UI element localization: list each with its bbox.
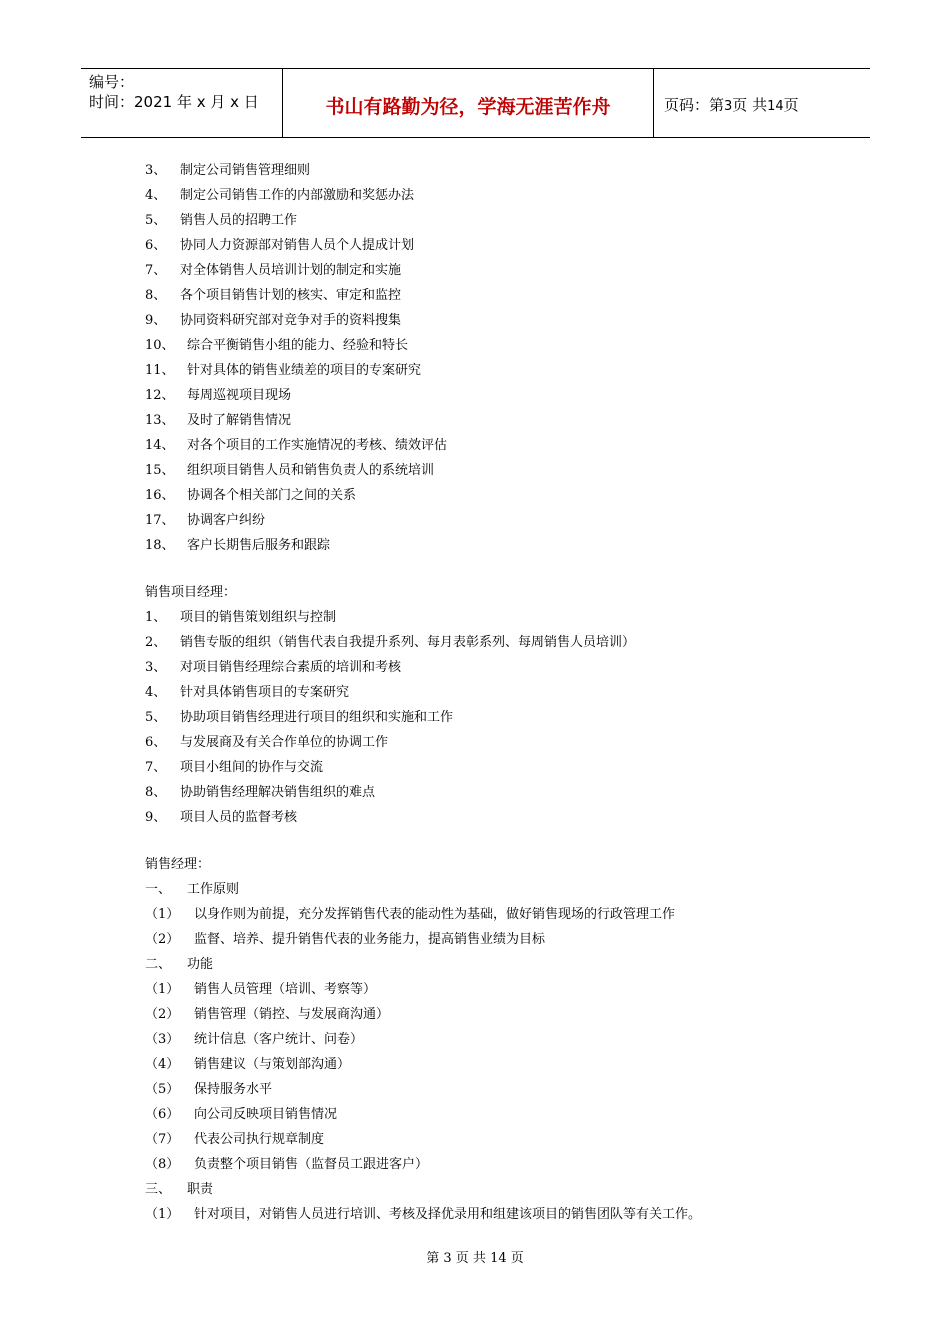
subsection-heading: 二、 功能 xyxy=(145,957,214,972)
list-item: （2） 监督、培养、提升销售代表的业务能力，提高销售业绩为目标 xyxy=(145,932,546,947)
list-item: （8） 负责整个项目销售（监督员工跟进客户） xyxy=(145,1157,429,1172)
page-total: 14 xyxy=(767,99,784,114)
footer-total: 14 xyxy=(490,1251,507,1266)
list-item: 13、 及时了解销售情况 xyxy=(145,413,292,428)
list-item: 6、 协同人力资源部对销售人员个人提成计划 xyxy=(145,238,415,253)
page-footer xyxy=(0,1247,950,1266)
page-suffix: 页 xyxy=(783,96,799,114)
list-item: （7） 代表公司执行规章制度 xyxy=(145,1132,325,1147)
page-header xyxy=(81,68,870,138)
list-item: 18、 客户长期售后服务和跟踪 xyxy=(145,538,331,553)
document-body xyxy=(145,158,865,1227)
section-title-project-manager: 销售项目经理： xyxy=(145,585,237,600)
list-item: 12、 每周巡视项目现场 xyxy=(145,388,292,403)
doc-date: 时间：2021 年 x 月 x 日 xyxy=(89,93,259,111)
doc-number-label: 编号： xyxy=(89,73,135,91)
page-prefix: 页码：第 xyxy=(664,96,725,114)
list-item: （1） 以身作则为前提，充分发挥销售代表的能动性为基础，做好销售现场的行政管理工作 xyxy=(145,907,676,922)
header-page-cell xyxy=(654,69,870,137)
list-item: （1） 销售人员管理（培训、考察等） xyxy=(145,982,377,997)
subsection-heading: 三、 职责 xyxy=(145,1182,214,1197)
list-item: 4、 针对具体销售项目的专案研究 xyxy=(145,685,350,700)
list-item: 7、 项目小组间的协作与交流 xyxy=(145,760,324,775)
footer-suffix: 页 xyxy=(510,1251,524,1266)
list-item: 8、 协助销售经理解决销售组织的难点 xyxy=(145,785,376,800)
list-item: 2、 销售专版的组织（销售代表自我提升系列、每月表彰系列、每周销售人员培训） xyxy=(145,635,636,650)
list-item: 16、 协调各个相关部门之间的关系 xyxy=(145,488,357,503)
list-item: （4） 销售建议（与策划部沟通） xyxy=(145,1057,351,1072)
header-motto: 书山有路勤为径，学海无涯苦作舟 xyxy=(325,96,611,118)
subsection-heading: 一、 工作原则 xyxy=(145,882,240,897)
list-item: （3） 统计信息（客户统计、问卷） xyxy=(145,1032,364,1047)
list-item: 7、 对全体销售人员培训计划的制定和实施 xyxy=(145,263,402,278)
list-item: 6、 与发展商及有关合作单位的协调工作 xyxy=(145,735,389,750)
section-title-sales-manager: 销售经理： xyxy=(145,857,211,872)
list-item: 1、 项目的销售策划组织与控制 xyxy=(145,610,337,625)
list-item: 15、 组织项目销售人员和销售负责人的系统培训 xyxy=(145,463,435,478)
header-page-number xyxy=(664,94,799,115)
list-item: 17、 协调客户纠纷 xyxy=(145,513,266,528)
page-current: 3 xyxy=(724,99,733,114)
list-item: 9、 协同资料研究部对竞争对手的资料搜集 xyxy=(145,313,402,328)
list-item: 9、 项目人员的监督考核 xyxy=(145,810,298,825)
footer-mid: 页 共 xyxy=(455,1251,486,1266)
list-item: 5、 协助项目销售经理进行项目的组织和实施和工作 xyxy=(145,710,454,725)
footer-prefix: 第 xyxy=(426,1251,440,1266)
list-item: （5） 保持服务水平 xyxy=(145,1082,273,1097)
list-item: 4、 制定公司销售工作的内部激励和奖惩办法 xyxy=(145,188,415,203)
list-item: （1） 针对项目，对销售人员进行培训、考核及择优录用和组建该项目的销售团队等有关工作。 xyxy=(145,1207,702,1222)
list-item: 11、 针对具体的销售业绩差的项目的专案研究 xyxy=(145,363,422,378)
page-mid: 页 共 xyxy=(732,96,768,114)
list-item: 10、 综合平衡销售小组的能力、经验和特长 xyxy=(145,338,409,353)
list-item: 5、 销售人员的招聘工作 xyxy=(145,213,298,228)
footer-current: 3 xyxy=(443,1251,452,1266)
list-item: （2） 销售管理（销控、与发展商沟通） xyxy=(145,1007,390,1022)
list-item: 3、 制定公司销售管理细则 xyxy=(145,163,311,178)
list-item: 3、 对项目销售经理综合素质的培训和考核 xyxy=(145,660,402,675)
list-item: 8、 各个项目销售计划的核实、审定和监控 xyxy=(145,288,402,303)
header-motto-cell xyxy=(283,69,654,137)
list-item: （6） 向公司反映项目销售情况 xyxy=(145,1107,338,1122)
header-meta-cell xyxy=(81,69,283,137)
list-item: 14、 对各个项目的工作实施情况的考核、绩效评估 xyxy=(145,438,448,453)
